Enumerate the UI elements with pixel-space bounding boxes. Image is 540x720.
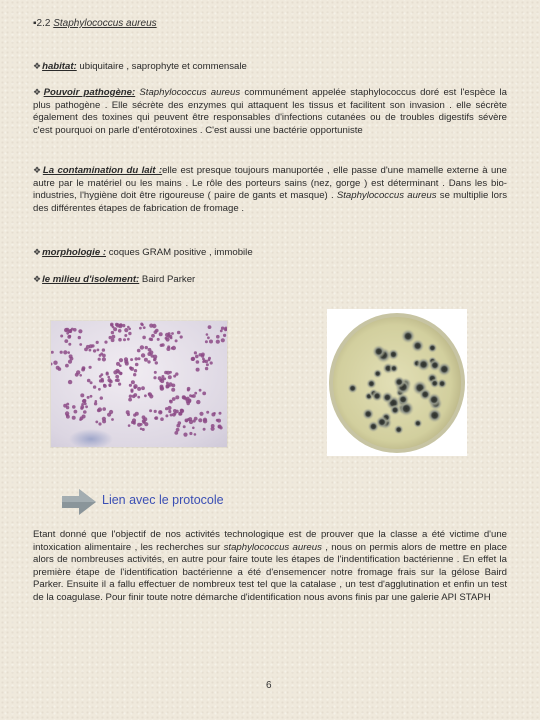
contamination-species: Staphylococcus aureus xyxy=(336,190,437,202)
page-number: 6 xyxy=(266,680,272,691)
diamond-bullet-icon: ❖ xyxy=(33,87,43,97)
protocol-text: Etant donné que l'objectif de nos activités technologique est de prouver que la classe a été victime d'une intoxication alimentaire , les recherches sur xyxy=(33,529,507,553)
section-heading xyxy=(33,18,157,29)
contamination-text-end: se multiplie lors des différentes étapes de fabrication de fromage . xyxy=(33,190,507,214)
habitat-paragraph xyxy=(33,60,507,74)
habitat-label: habitat: xyxy=(42,61,77,72)
gram-stain-micrograph xyxy=(51,321,227,447)
contamination-text: elle est presque toujours manuportée , elle passe d'une mamelle externe à une autre par le matériel ou les mains . Le rôle des porteurs sains (nez, gorge ) est déterminant . Dans les bio-industries, l'hygiène doit être rigoureuse ( paire de gants et masque) . xyxy=(33,165,507,202)
diamond-bullet-icon: ❖ xyxy=(33,274,42,284)
baird-parker-plate xyxy=(327,309,467,456)
protocol-paragraph xyxy=(33,529,507,605)
pathogenic-label: Pouvoir pathogène: xyxy=(43,87,136,98)
protocol-link[interactable]: Lien avec le protocole xyxy=(102,493,224,507)
morphology-text: coques GRAM positive , immobile xyxy=(106,247,253,258)
protocol-species: staphylococcus aureus xyxy=(223,541,322,553)
contamination-label: La contamination du lait : xyxy=(42,165,163,176)
habitat-text: ubiquitaire , saprophyte et commensale xyxy=(76,61,247,72)
diamond-bullet-icon: ❖ xyxy=(33,61,42,71)
bullet-icon: ▪ xyxy=(33,18,37,29)
morphology-paragraph xyxy=(33,246,507,260)
microscope-image xyxy=(51,321,227,447)
isolation-paragraph xyxy=(33,273,507,287)
pathogenic-paragraph xyxy=(33,86,507,137)
petri-dish-image xyxy=(327,309,467,456)
arrow-right-icon xyxy=(62,489,96,515)
diamond-bullet-icon: ❖ xyxy=(33,165,42,175)
morphology-label: morphologie : xyxy=(42,247,107,258)
section-number: 2.2 xyxy=(36,18,51,29)
contamination-paragraph xyxy=(33,164,507,215)
isolation-text: Baird Parker xyxy=(139,274,196,285)
section-title: Staphylococcus aureus xyxy=(53,18,157,29)
pathogenic-text: communément appelée staphylococcus doré est l'espèce la plus pathogène . Elle sécrète des enzymes qui attaquent les tissus et facilitent son invasion . elle sécrète également des toxines qui peuvent être responsables d'infections cutanées ou de troubles digestifs sévère c'est pourquoi on parle d'entérotoxines . C'est aussi une bactérie opportuniste xyxy=(33,87,507,136)
pathogenic-species: Staphylococcus aureus xyxy=(139,87,241,98)
diamond-bullet-icon: ❖ xyxy=(33,247,42,257)
protocol-text-end: , nous on permis alors de mettre en place alors de nombreuses activités, en autre pour faire toute les étapes de l'indentification bactérienne . En effet la première étape de l'identification bactérienne a été d'ensemencer notre fromage frais sur la gélose Baird Parker. Ensuite il a fallu effectuer de nombreux test tel que la catalase , un test d'agglutination et enfin un test de la coagulase. Pour finir toute notre démarche d'identification nous avons finis par une galerie API STAPH xyxy=(33,541,508,603)
isolation-label: le milieu d'isolement: xyxy=(42,274,140,285)
